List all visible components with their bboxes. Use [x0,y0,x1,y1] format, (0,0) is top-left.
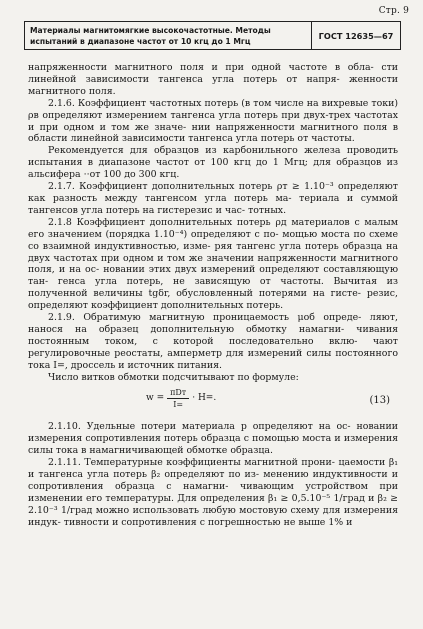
header-title [25,22,312,49]
formula-numerator: πDт [167,387,189,399]
paragraph-recommendation: Рекомендуется для образцов из карбонильного железа проводить испытания в диапазоне частот от 100 кгц до 1 Мгц; для образцов из альсифера ··от 100 до 300 кгц. [28,145,399,181]
formula-fraction [167,387,189,410]
paragraph-2-1-9: 2.1.9. Обратимую магнитную проницаемость μоб опреде- ляют, нанося на образец дополнительную обмотку намагни- чивания постоянным током, с которой последовательно вклю- чают регулировочные реостаты, амперметр для измерений силы постоянного тока I=, дроссель и источник питания. [28,312,399,371]
formula-lhs: w = [146,393,165,404]
formula-expression [146,387,216,410]
paragraph-2-1-8: 2.1.8 Коэффициент дополнительных потерь ρд материалов с малым его значением (порядка 1.10⁻⁴) определяют с по- мощью моста по схеме со взаимной индуктивностью, изме- ряя тангенс угла потерь образца на двух частотах при одном и том же значении напряженности магнитного поля, и на ос- новании этих двух измерений определяют составляющую тан- генса угла потерь, не зависящую от частоты. Вычитая из полученной величины tgδr, обусловленный потерями на гисте- резис, определяют коэффициент дополнительных потерь. [28,216,398,312]
page-number: Стр. 9 [378,6,409,16]
paragraph-formula-intro: Число витков обмотки подсчитывают по формуле: [48,371,299,383]
document-header [24,21,401,50]
formula-13 [28,384,398,418]
formula-rhs: · H=. [192,393,217,404]
paragraph-2-1-11: 2.1.11. Температурные коэффициенты магнитной прони- цаемости β₁ и тангенса угла потерь β₂ определяют по из- менению индуктивности и сопротивления образца с намагни- чивающим устройством при изменении его температуры. Для определения β₁ ≥ 0,5.10⁻⁵ 1/град и β₂ ≥ 2.10⁻³ 1/град можно использовать любую мостовую схему для измерения индук- тивности и сопротивления с погрешностью не выше 1% и [28,457,399,528]
formula-number: (13) [369,395,390,407]
header-title-line-2: испытаний в диапазоне частот от 10 кгц до 1 Мгц [30,37,251,46]
header-title-line-1: Материалы магнитомягкие высокочастотные. Методы [30,26,271,35]
standard-number: ГОСТ 12635—67 [318,31,394,41]
paragraph-continuation: напряженности магнитного поля и при одной частоте в обла- сти линейной зависимости тангенса угла потерь от напря- женности магнитного поля. [28,62,399,97]
formula-denominator: I= [173,400,184,410]
document-body [28,62,398,529]
paragraph-2-1-10: 2.1.10. Удельные потери материала р определяют на ос- новании измерения сопротивления потерь образца с помощью моста и измерения силы тока в намагничивающей обмотке образца. [28,421,398,457]
paragraph-2-1-6: 2.1.6. Коэффициент частотных потерь (в том числе на вихревые токи) ρв определяют измерением тангенса угла потерь при двух-трех частотах и при одном и том же значе- нии напряженности магнитного поля в области линейной зависимости тангенса угла потерь от частоты. [28,97,399,145]
paragraph-2-1-7: 2.1.7. Коэффициент дополнительных потерь ρт ≥ 1.10⁻³ определяют как разность между тангенсом угла потерь ма- териала и суммой тангенсов угла потерь на гистерезис и час- тотных. [28,181,399,216]
